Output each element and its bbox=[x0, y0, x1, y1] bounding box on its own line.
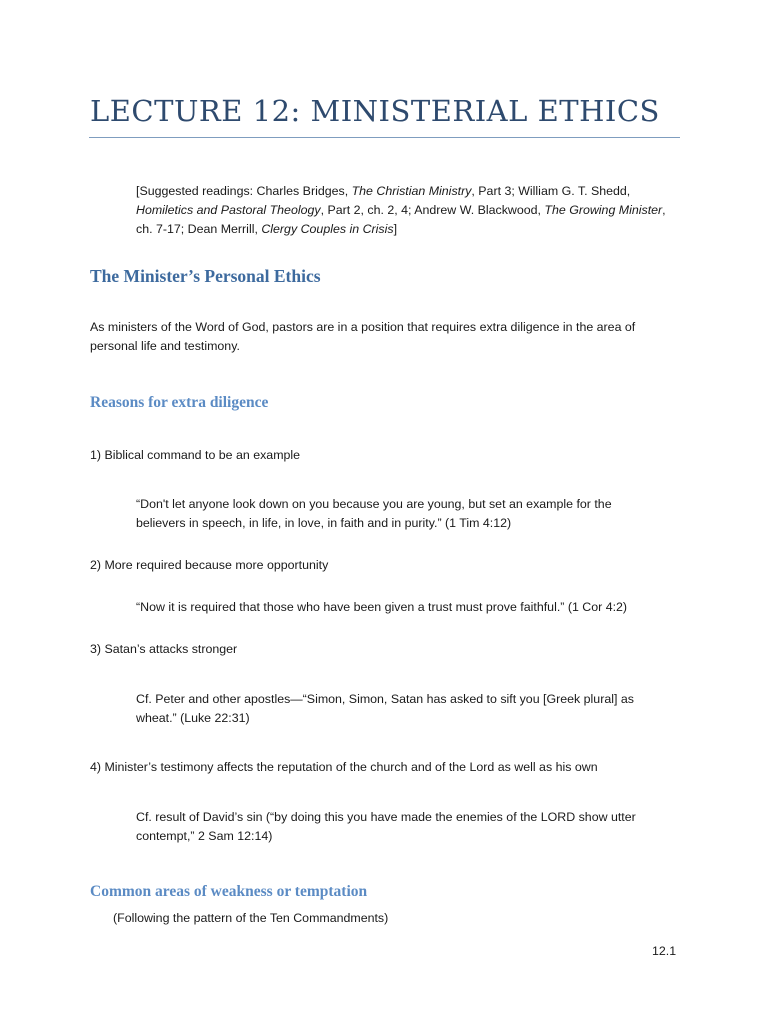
subheading-weakness: Common areas of weakness or temptation bbox=[90, 883, 368, 900]
book-title: Homiletics and Pastoral Theology bbox=[136, 203, 321, 217]
readings-text: , Part 3; William G. T. Shedd, bbox=[471, 184, 631, 198]
readings-line-1 bbox=[136, 182, 666, 201]
quote-line: “Don't let anyone look down on you because you are young, but set an example for the bbox=[136, 497, 612, 511]
quote-line: Cf. result of David’s sin (“by doing this you have made the enemies of the LORD show utter bbox=[136, 810, 636, 824]
intro-paragraph bbox=[90, 318, 635, 356]
readings-text: ] bbox=[393, 222, 398, 236]
section-heading: The Minister’s Personal Ethics bbox=[90, 266, 321, 286]
quote-line: contempt,” 2 Sam 12:14) bbox=[136, 829, 273, 843]
book-title: Clergy Couples in Crisis bbox=[261, 222, 394, 236]
intro-line: As ministers of the Word of God, pastors are in a position that requires extra diligence in the area of bbox=[90, 320, 636, 334]
readings-text: , bbox=[662, 203, 666, 217]
quote-line: believers in speech, in life, in love, in faith and in purity.” (1 Tim 4:12) bbox=[136, 516, 512, 530]
reason-quote-1 bbox=[136, 495, 612, 533]
readings-line-3 bbox=[136, 220, 666, 239]
page-title: LECTURE 12: MINISTERIAL ETHICS bbox=[90, 94, 660, 128]
readings-text: ch. 7-17; Dean Merrill, bbox=[136, 222, 262, 236]
quote-line: wheat.” (Luke 22:31) bbox=[136, 711, 250, 725]
reason-quote-4 bbox=[136, 808, 636, 846]
reason-label-2: 2) More required because more opportunity bbox=[90, 558, 329, 572]
reason-label-4: 4) Minister’s testimony affects the reputation of the church and of the Lord as well as his own bbox=[90, 760, 598, 774]
subheading-reasons: Reasons for extra diligence bbox=[90, 394, 269, 411]
readings-text: [Suggested readings: Charles Bridges, bbox=[136, 184, 352, 198]
title-divider bbox=[89, 137, 680, 138]
book-title: The Christian Ministry bbox=[351, 184, 472, 198]
readings-line-2 bbox=[136, 201, 666, 220]
readings-text: , Part 2, ch. 2, 4; Andrew W. Blackwood, bbox=[320, 203, 545, 217]
book-title: The Growing Minister bbox=[544, 203, 663, 217]
reason-label-1: 1) Biblical command to be an example bbox=[90, 448, 301, 462]
suggested-readings bbox=[136, 182, 666, 239]
reason-quote-3 bbox=[136, 690, 634, 728]
reason-quote-2 bbox=[136, 598, 627, 617]
page-number: 12.1 bbox=[652, 944, 677, 958]
quote-line: “Now it is required that those who have been given a trust must prove faithful.” (1 Cor 4:2) bbox=[136, 600, 628, 614]
weakness-note: (Following the pattern of the Ten Commandments) bbox=[113, 911, 389, 925]
reason-label-3: 3) Satan’s attacks stronger bbox=[90, 642, 238, 656]
intro-line: personal life and testimony. bbox=[90, 339, 240, 353]
quote-line: Cf. Peter and other apostles—“Simon, Simon, Satan has asked to sift you [Greek plural] as bbox=[136, 692, 634, 706]
